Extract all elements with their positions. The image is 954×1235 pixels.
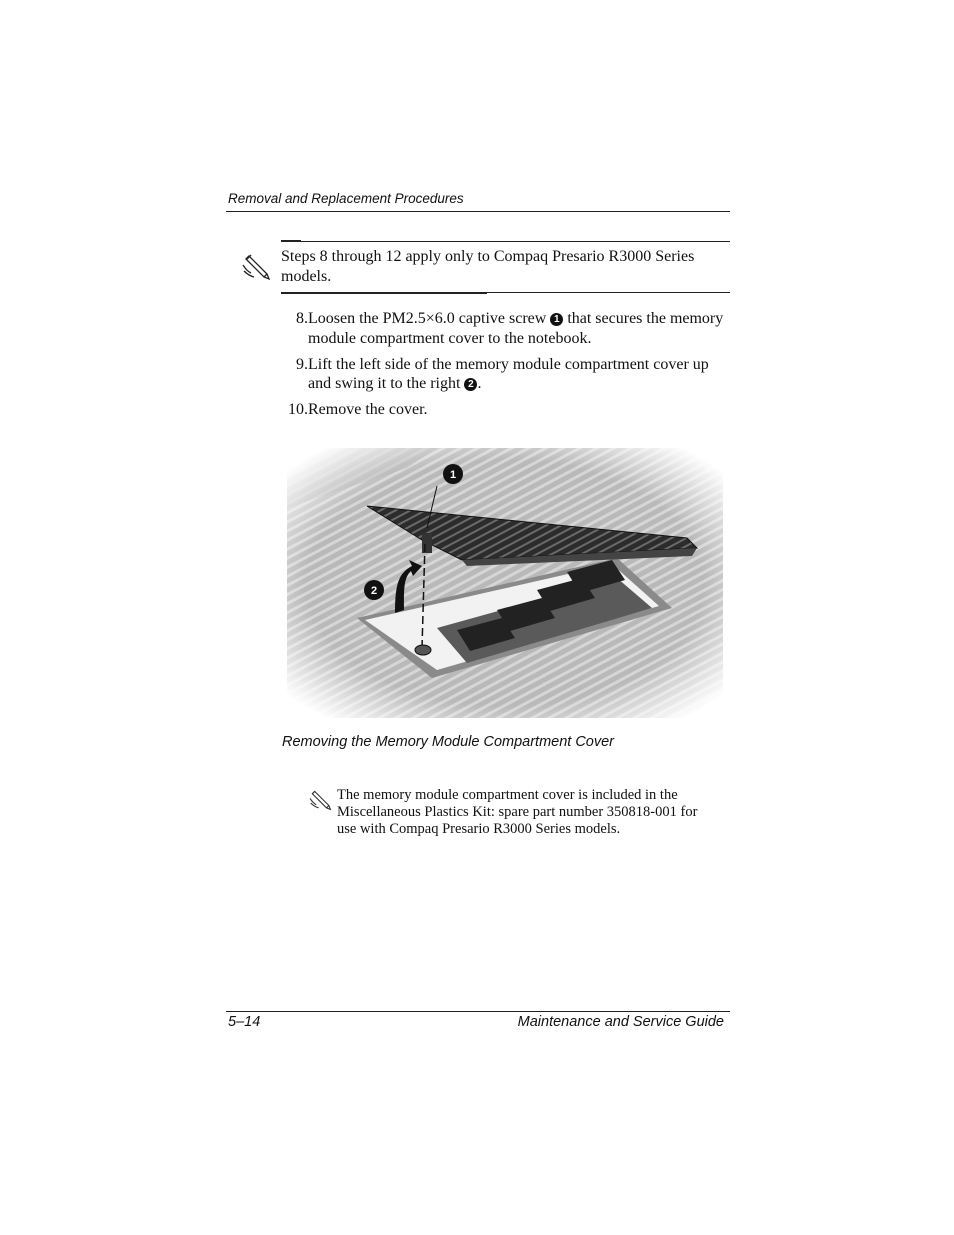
page-number: 5–14 — [228, 1014, 261, 1030]
figure-caption: Removing the Memory Module Compartment Cover — [282, 734, 615, 750]
guide-title: Maintenance and Service Guide — [517, 1014, 724, 1030]
memory-compartment-illustration — [287, 448, 723, 718]
callout-2-icon: 2 — [464, 378, 477, 391]
step-number: 10. — [288, 401, 308, 418]
note-text: Steps 8 through 12 apply only to Compaq Presario R3000 Series models. — [281, 248, 695, 285]
note-top-rule — [281, 241, 730, 242]
pencil-note-icon — [242, 253, 272, 281]
footer-rule — [226, 1011, 730, 1012]
step-text: Lift the left side of the memory module compartment cover up and swing it to the right 2 . — [308, 355, 709, 392]
note-text-parts-kit: The memory module compartment cover is included in the Miscellaneous Plastics Kit: spare part number 350818-001 for use with Compaq Presario R3000 Series models. — [337, 787, 698, 837]
step-8 — [281, 309, 730, 348]
header-rule — [226, 211, 730, 212]
step-10 — [281, 400, 730, 420]
callout-1-icon: 1 — [550, 313, 563, 326]
step-number: 8. — [296, 310, 308, 327]
step-text: Loosen the PM2.5×6.0 captive screw 1 that secures the memory module compartment cover to the notebook. — [308, 310, 724, 347]
note-bottom-rule-accent — [281, 292, 487, 294]
running-header: Removal and Replacement Procedures — [228, 191, 464, 206]
procedure-steps — [281, 309, 730, 426]
pencil-note-icon — [309, 789, 333, 811]
step-number: 9. — [296, 355, 308, 373]
step-9 — [281, 355, 730, 394]
step-text: Remove the cover. — [308, 401, 428, 418]
note-top-rule-tick — [281, 240, 301, 242]
